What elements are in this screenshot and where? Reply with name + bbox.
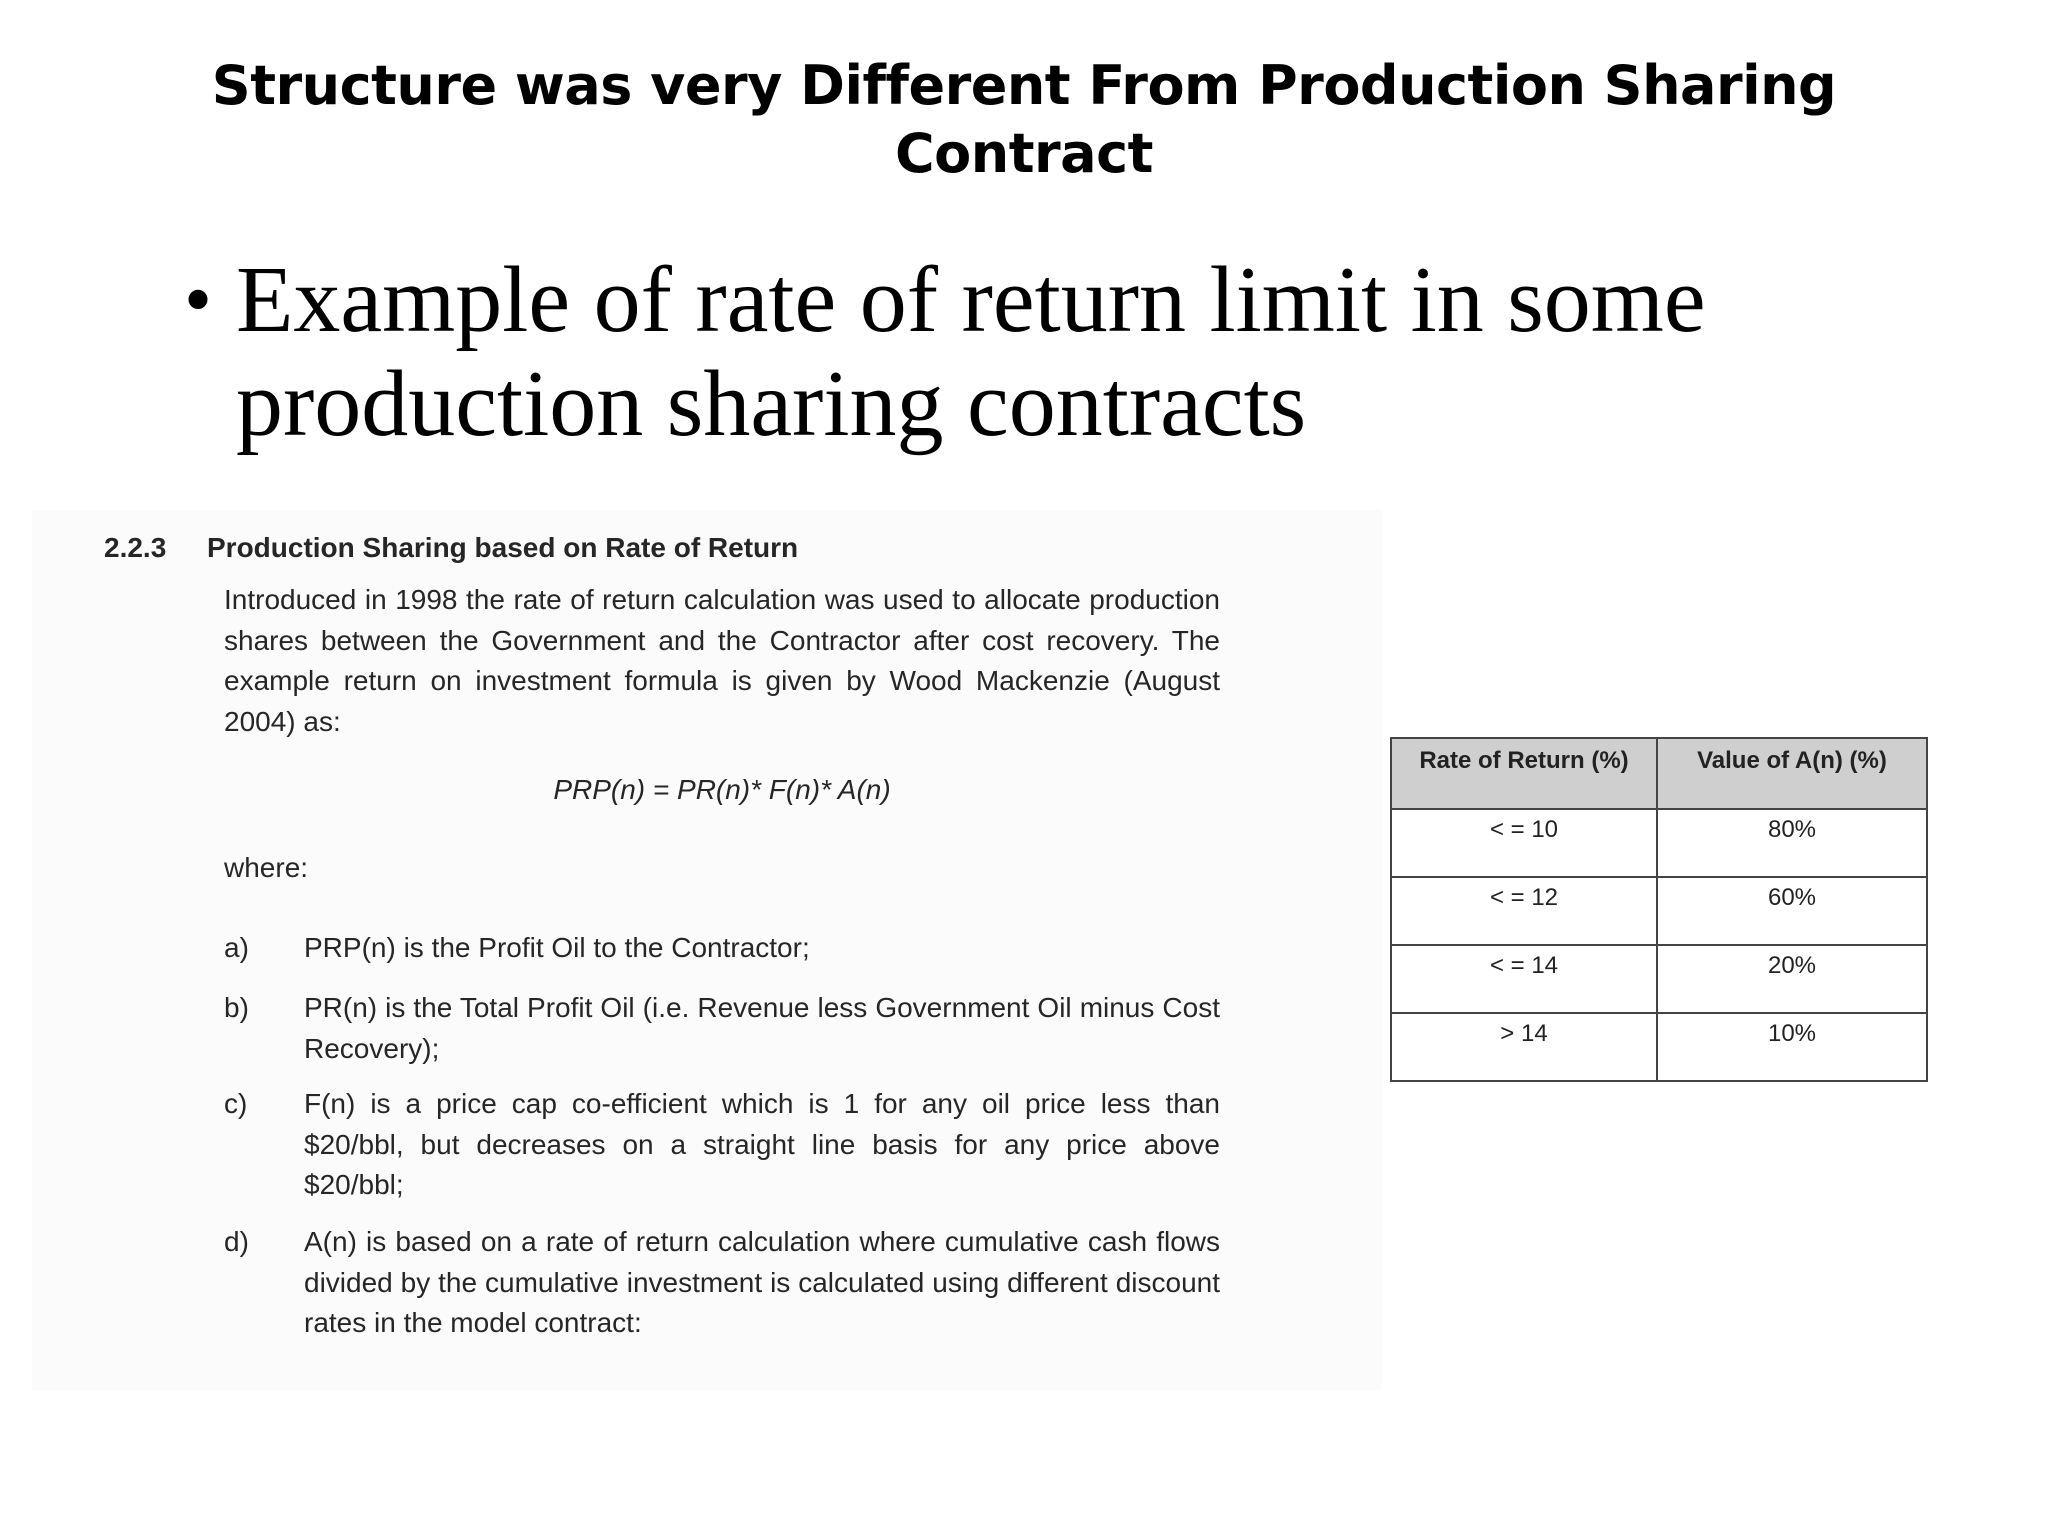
list-item-text: PRP(n) is the Profit Oil to the Contractor; [304, 932, 810, 963]
table-row [1391, 945, 1927, 1013]
list-item [224, 928, 1220, 969]
table-cell-rate: < = 12 [1391, 877, 1657, 945]
section-number: 2.2.3 [104, 532, 167, 563]
table-cell-value: 20% [1657, 945, 1927, 1013]
list-item-marker: a) [224, 932, 249, 963]
intro-paragraph: Introduced in 1998 the rate of return calculation was used to allocate production shares between the Government and the Contractor after cost recovery. The example return on investment formula is given by Wood Mackenzie (August 2004) as: [224, 584, 1220, 737]
table-cell-value: 80% [1657, 809, 1927, 877]
bullet-text: Example of rate of return limit in some production sharing contracts [236, 248, 1706, 456]
list-item [224, 988, 1220, 1069]
column-header-value-of-an: Value of A(n) (%) [1657, 738, 1927, 809]
bullet-icon: • [184, 256, 213, 344]
list-item-text: A(n) is based on a rate of return calculation where cumulative cash flows divided by the cumulative investment is calculated using different discount rates in the model contract: [304, 1226, 1220, 1338]
section-title: Production Sharing based on Rate of Return [207, 532, 799, 563]
scanned-document-excerpt [32, 510, 1382, 1390]
rate-of-return-table [1390, 737, 1928, 1082]
table-header-row [1391, 738, 1927, 809]
formula: PRP(n) = PR(n)* F(n)* A(n) [553, 774, 891, 805]
table-cell-rate: < = 14 [1391, 945, 1657, 1013]
list-item-text: PR(n) is the Total Profit Oil (i.e. Revenue less Government Oil minus Cost Recovery); [304, 992, 1220, 1064]
bullet-point [184, 248, 1784, 456]
table-cell-rate: > 14 [1391, 1013, 1657, 1081]
table-cell-rate: < = 10 [1391, 809, 1657, 877]
list-item [224, 1222, 1220, 1344]
section-heading [104, 530, 798, 566]
slide-title-line-1: Structure was very Different From Production Sharing [211, 54, 1837, 117]
table-row [1391, 809, 1927, 877]
slide-title [0, 52, 2048, 188]
list-item [224, 1084, 1220, 1206]
list-item-marker: d) [224, 1226, 249, 1257]
table-cell-value: 10% [1657, 1013, 1927, 1081]
table-row [1391, 877, 1927, 945]
list-item-text: F(n) is a price cap co-efficient which is 1 for any oil price less than $20/bbl, but decreases on a straight line basis for any price above $20/bbl; [304, 1088, 1220, 1200]
slide-title-line-2: Contract [895, 122, 1153, 185]
table-row [1391, 1013, 1927, 1081]
where-label: where: [224, 852, 309, 883]
table-cell-value: 60% [1657, 877, 1927, 945]
column-header-rate-of-return: Rate of Return (%) [1391, 738, 1657, 809]
list-item-marker: c) [224, 1088, 248, 1119]
list-item-marker: b) [224, 992, 249, 1023]
